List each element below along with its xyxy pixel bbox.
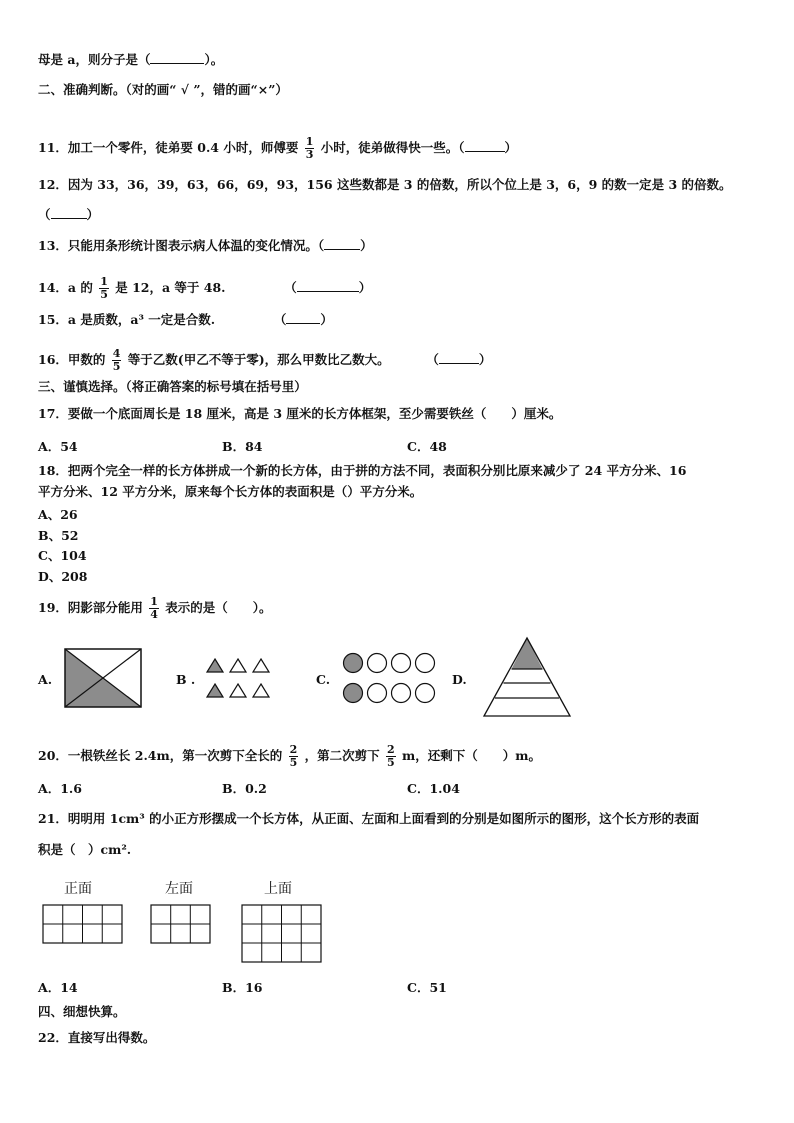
question-16: 16．甲数的 $\frac{4}{5}$ 等于乙数(甲乙不等于零)，那么甲数比乙数大。 （ ） [38,347,492,373]
answer-blank [150,52,204,64]
answer-blank [286,312,320,324]
q17-option-b: B．84 [222,439,263,454]
question-21-line1: 21．明明用 1cm³ 的小正方形摆成一个长方体，从正面、左面和上面看到的分别是如图所示的图形，这个长方形的表面 [38,811,700,826]
answer-blank [439,352,479,364]
section-2-heading: 二、准确判断。（对的画“ √ ”，错的画“×”） [38,82,288,97]
question-22: 22．直接写出得数。 [38,1030,156,1045]
fraction: $\frac{1}{3}$ [305,135,314,161]
q18-option-b: B、52 [38,528,79,543]
figure-c-circles [341,651,439,707]
fraction: $\frac{1}{5}$ [100,275,108,301]
q21-option-b: B．16 [222,980,263,995]
question-12-answer: （ ） [38,207,100,222]
view-label-top: 上面 [264,881,292,897]
q17-option-a: A．54 [38,439,78,454]
view-label-front: 正面 [64,881,92,897]
question-11: 11．加工一个零件，徒弟要 0.4 小时，师傅要 $\frac{1}{3}$ 小时，徒弟做得快一些。（ ） [38,135,518,161]
q19-label-b: B . [176,672,196,687]
left-view-grid [150,904,212,944]
question-13: 13．只能用条形统计图表示病人体温的变化情况。（ ） [38,238,373,253]
view-label-left: 左面 [165,881,193,897]
q19-label-c: C. [316,672,331,687]
answer-blank [51,207,87,219]
question-17: 17．要做一个底面周长是 18 厘米，高是 3 厘米的长方体框架，至少需要铁丝（ ）厘米。 [38,406,562,421]
question-20: 20．一根铁丝长 2.4m，第一次剪下全长的 $\frac{2}{5}$ ，第二次剪下 $\frac{2}{5}$ m，还剩下（ ）m。 [38,743,541,769]
question-18-line1: 18．把两个完全一样的长方体拼成一个新的长方体，由于拼的方法不同，表面积分别比原来减少了 24 平方分米、16 [38,463,687,478]
figure-d-triangle [482,636,572,718]
q20-option-a: A．1.6 [38,781,82,796]
q19-label-a: A. [38,672,53,687]
question-21-line2: 积是（ ）cm². [38,842,132,857]
question-19: 19．阴影部分能用 $\frac{1}{4}$ 表示的是（ ）。 [38,595,272,621]
question-15: 15．a 是质数，a³ 一定是合数. （ ） [38,312,333,327]
q18-option-c: C、104 [38,548,87,563]
question-12: 12．因为 33，36，39，63，66，69，93，156 这些数都是 3 的倍数，所以个位上是 3，6，9 的数一定是 3 的倍数。 [38,177,732,192]
question-18-line2: 平方分米、12 平方分米，原来每个长方体的表面积是（）平方分米。 [38,484,423,499]
q21-option-a: A．14 [38,980,78,995]
q20-option-c: C．1.04 [407,781,460,796]
fraction: $\frac{2}{5}$ [289,743,298,769]
question-14: 14．a 的 $\frac{1}{5}$ 是 12，a 等于 48. （ ） [38,275,372,301]
top-view-grid [241,904,323,963]
front-view-grid [42,904,124,944]
section-4-heading: 四、细想快算。 [38,1004,126,1019]
intro-line: 母是 a，则分子是（ ）。 [38,52,224,67]
fraction: $\frac{1}{4}$ [150,595,158,621]
q20-option-b: B．0.2 [222,781,267,796]
answer-blank [324,238,360,250]
q17-option-c: C．48 [407,439,447,454]
figure-a-rectangle-diagonals [64,648,142,708]
shaded-top-triangle [512,638,543,669]
answer-blank [297,280,359,292]
fraction: $\frac{2}{5}$ [386,743,395,769]
section-3-heading: 三、谨慎选择。（将正确答案的标号填在括号里） [38,379,307,394]
fraction: $\frac{4}{5}$ [112,347,121,373]
q18-option-d: D、208 [38,569,88,584]
q21-option-c: C．51 [407,980,447,995]
q19-label-d: D. [452,672,467,687]
q18-option-a: A、26 [38,507,78,522]
figure-b-triangles [204,657,274,701]
answer-blank [465,140,505,152]
